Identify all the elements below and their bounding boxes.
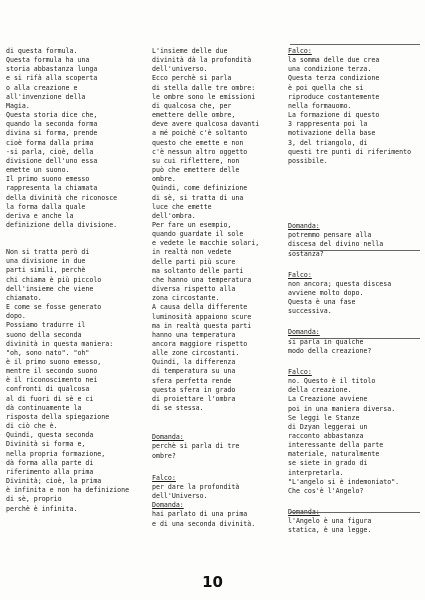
speaker-label: Falco:	[152, 473, 176, 482]
separator-line	[290, 250, 420, 251]
answer-text: per dare la profondità dell'Universo.	[152, 482, 240, 501]
question-text: si parla in qualche modo della creazione?	[288, 337, 372, 355]
answer-text: non ancora; questa discesa avviene molto dopo. Questa è una fase successiva.	[288, 279, 392, 316]
text-column-middle	[152, 47, 280, 529]
speaker-label: Falco:	[288, 367, 312, 376]
speaker-label: Falco:	[288, 47, 312, 55]
speaker-label: Domanda:	[288, 508, 320, 517]
separator-line	[290, 512, 420, 513]
speaker-label: Falco:	[288, 270, 312, 279]
question-text: hai parlato di una prima e di una seconda divinità.	[152, 510, 256, 528]
speaker-label: Domanda:	[288, 328, 320, 337]
text-column-right	[288, 47, 412, 536]
question-text: perchè si parla di tre ombre?	[152, 442, 240, 460]
speaker-label: Domanda:	[288, 222, 320, 231]
answer-text: la somma delle due crea una condizione terza. Questa terza condizione è poi quella che si riproduce costantemente nella formauomo. La formazione di questo 3 rappresenta poi la motivazione della base 3, del triangolo, di questi tre punti di riferimento possibile.	[288, 56, 412, 165]
question-text: potremmo pensare alla discesa del divino nella sostanza?	[288, 231, 384, 258]
paragraph: di questa formula. Questa formula ha una storia abbastanza lunga e si rifà alla scoperta o alla creazione e all'invenzione della Magia. Questa storia dice che, quando la seconda forma divina si forma, prende cioè forma dalla prima -si parla, cioè, della divisione dell'uno essa emette un suono. Il primo suono emesso rappresenta la chiamata della divinità che riconosce la forma dalla quale deriva e anche la definizione della divisione.	[6, 47, 118, 229]
page-number: 10	[202, 573, 223, 591]
speaker-label: Domanda:	[152, 433, 184, 442]
paragraph: Non si tratta però di una divisione in due parti simili, perchè chi chiama è più piccolo dell'insieme che viene chiamato. E come se fosse generato dopo. Possiamo tradurre il suono della seconda divinità in questa maniera: "oh, sono nato". "oh" è il primo suono emesso, mentre il secondo suono è il riconoscimento nei confronti di qualcosa al di fuori di sè e ci dà continuamente la risposta della spiegazione di ciò che è. Quindi, questa seconda Divinità si forma e, nella propria formazione, dà forma alla parte di riferimento alla prima Divinità; cioè, la prima è infinita e non ha definizione di sè, proprio perchè è infinita.	[6, 248, 130, 513]
paragraph: L'insieme delle due divinità dà la profondità dell'universo. Ecco perchè si parla di stella dalle tre ombre: le ombre sono le emissioni di qualcosa che, per emettere delle ombre, deve avere qualcosa davanti a mé poichè c'è soltanto questo che emette e non c'è nessun altro oggetto su cui riflettere, non può che emettere delle ombre. Quindi, come definizione di sè, si tratta di una luce che emette dell'ombra. Per fare un esempio, quando guardate il sole e vedete le macchie solari, in realtà non vedete delle parti più scure ma soltanto delle parti che hanno una temperatura diversa rispetto alla zona circostante. A causa della differente luminosità appaiono scure ma in realtà questa parti hanno una temperatura ancora maggiore rispetto alle zone circostanti. Quindi, la differenza di temperatura su una sfera perfetta rende questa sfera in grado di proiettare l'ombra di se stessa.	[152, 47, 260, 413]
text-column-left	[6, 47, 142, 514]
question-text: l'Angelo è una figura statica, è una legge.	[288, 517, 372, 535]
speaker-label: Domanda:	[152, 501, 184, 510]
answer-text: no. Questo è il titolo della creazione. La Creazione avviene poi in una maniera diversa. Se leggi le Stanze di Dzyan leggerai un racconto abbastanza interessante della parte materiale, naturalmente se siete in grado di interpretarla. "L'angelo si è indemoniato". Che cos'è l'Angelo?	[288, 377, 400, 495]
separator-line	[290, 338, 420, 339]
separator-line	[290, 44, 420, 45]
